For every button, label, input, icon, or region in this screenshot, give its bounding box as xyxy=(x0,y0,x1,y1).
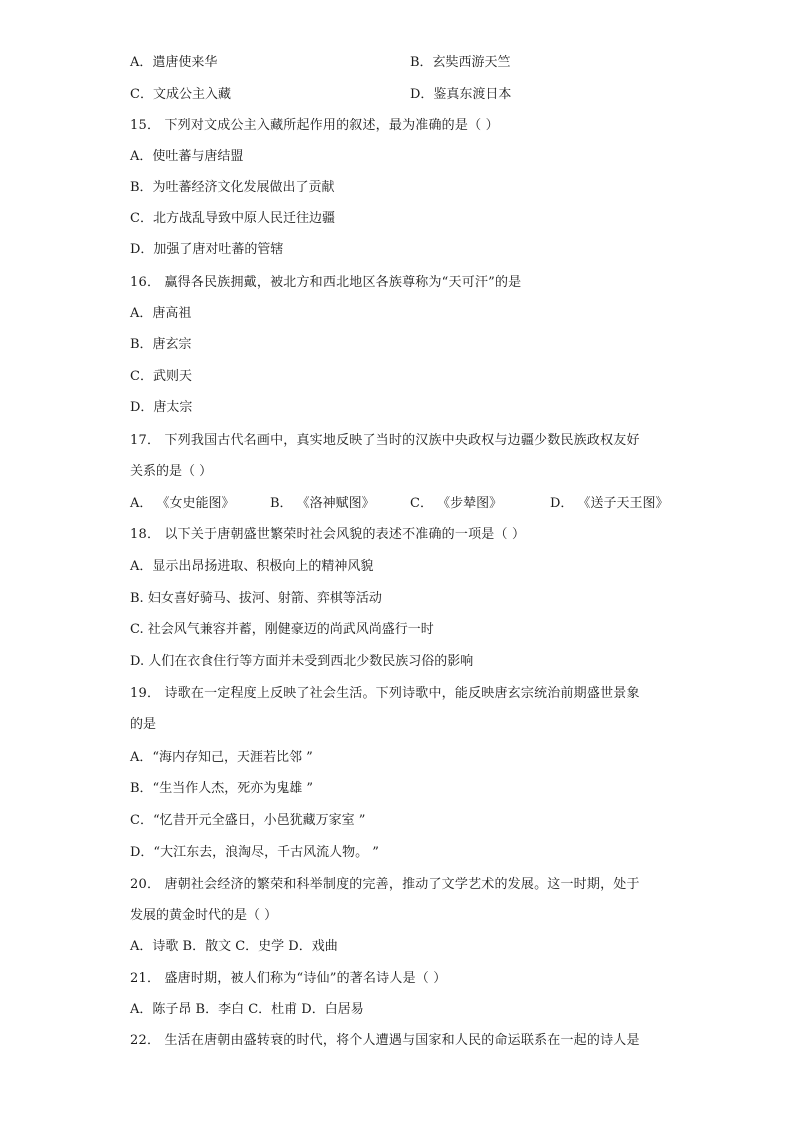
q14-option-b: B．玄奘西游天竺 xyxy=(410,55,511,70)
q17-option-c: C． 《步辇图》 xyxy=(410,496,503,511)
q19-option-c: C．“忆昔开元全盛日，小邑犹藏万家室 ” xyxy=(130,813,366,828)
q14-option-c: C．文成公主入藏 xyxy=(130,87,231,102)
q20-stem-line1: 20． 唐朝社会经济的繁荣和科举制度的完善，推动了文学艺术的发展。这一时期，处于 xyxy=(130,877,640,892)
q18-option-b: B. 妇女喜好骑马、拔河、射箭、弈棋等活动 xyxy=(130,591,382,606)
q21-options: A．陈子昂 B．李白 C．杜甫 D．白居易 xyxy=(130,1002,364,1017)
q15-option-d: D．加强了唐对吐蕃的管辖 xyxy=(130,242,284,257)
q20-stem-line2: 发展的黄金时代的是（ ） xyxy=(130,908,278,923)
q15-option-c: C．北方战乱导致中原人民迁往边疆 xyxy=(130,211,335,226)
q22-stem: 22． 生活在唐朝由盛转衰的时代，将个人遭遇与国家和人民的命运联系在一起的诗人是 xyxy=(130,1033,640,1048)
q19-option-d: D．“大江东去，浪淘尽，千古风流人物。 ” xyxy=(130,845,379,860)
q18-option-c: C. 社会风气兼容并蓄，刚健豪迈的尚武风尚盛行一时 xyxy=(130,622,434,637)
q19-stem-line2: 的是 xyxy=(130,717,157,732)
q17-stem-line2: 关系的是（ ） xyxy=(130,464,213,479)
q16-option-d: D．唐太宗 xyxy=(130,400,193,415)
q18-option-a: A．显示出昂扬进取、积极向上的精神风貌 xyxy=(130,559,374,574)
q14-option-a: A．遣唐使来华 xyxy=(130,55,218,70)
q15-stem: 15． 下列对文成公主入藏所起作用的叙述，最为准确的是（ ） xyxy=(130,118,499,133)
q17-stem-line1: 17． 下列我国古代名画中，真实地反映了当时的汉族中央政权与边疆少数民族政权友好 xyxy=(130,433,640,448)
q20-options: A．诗歌 B．散文 C．史学 D．戏曲 xyxy=(130,939,338,954)
q15-option-b: B．为吐蕃经济文化发展做出了贡献 xyxy=(130,180,335,195)
q15-option-a: A．使吐蕃与唐结盟 xyxy=(130,149,244,164)
q18-stem: 18． 以下关于唐朝盛世繁荣时社会风貌的表述不准确的一项是（ ） xyxy=(130,527,526,542)
q17-option-d: D． 《送子天王图》 xyxy=(550,496,669,511)
q16-option-b: B．唐玄宗 xyxy=(130,337,192,352)
q21-stem: 21． 盛唐时期，被人们称为“诗仙”的著名诗人是（ ） xyxy=(130,971,447,986)
q17-option-b: B． 《洛神赋图》 xyxy=(270,496,375,511)
q16-option-c: C．武则天 xyxy=(130,369,192,384)
q16-stem: 16． 赢得各民族拥戴，被北方和西北地区各族尊称为“天可汗”的是 xyxy=(130,275,522,290)
q14-option-d: D．鉴真东渡日本 xyxy=(410,87,512,102)
q18-option-d: D. 人们在衣食住行等方面并未受到西北少数民族习俗的影响 xyxy=(130,654,474,669)
q17-option-a: A． 《女史能图》 xyxy=(130,496,235,511)
q16-option-a: A．唐高祖 xyxy=(130,306,192,321)
q19-option-b: B．“生当作人杰，死亦为鬼雄 ” xyxy=(130,781,313,796)
q19-option-a: A．“海内存知己，天涯若比邻 ” xyxy=(130,750,313,765)
q19-stem-line1: 19． 诗歌在一定程度上反映了社会生活。下列诗歌中，能反映唐玄宗统治前期盛世景象 xyxy=(130,686,640,701)
